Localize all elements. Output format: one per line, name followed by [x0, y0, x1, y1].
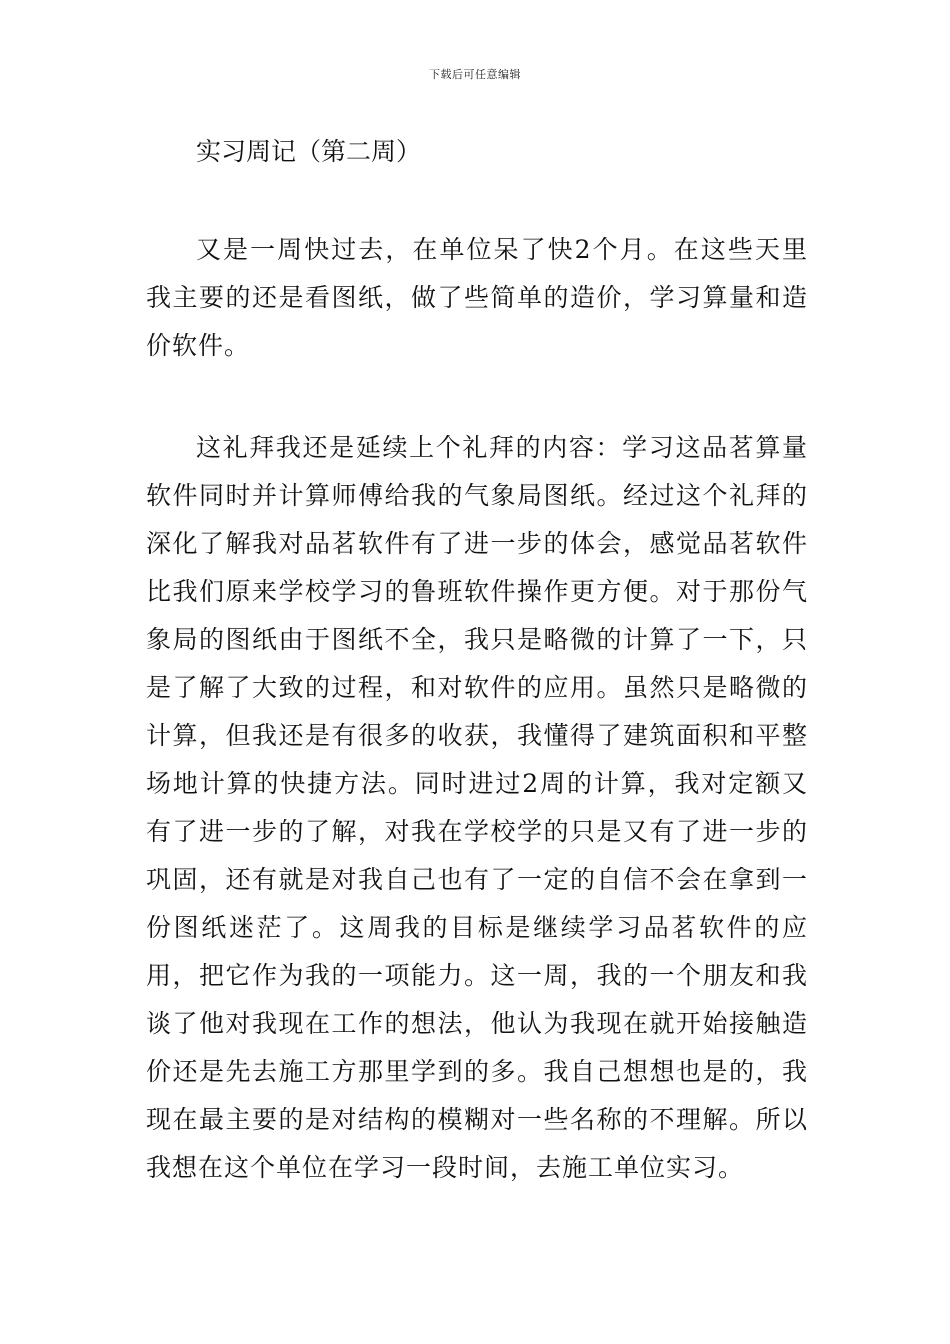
header-note: 下载后可任意编辑 — [429, 68, 521, 81]
document-title: 实习周记（第二周） — [196, 137, 422, 166]
paragraph-2: 这礼拜我还是延续上个礼拜的内容：学习这品茗算量软件同时并计算师傅给我的气象局图纸。经过这个礼拜的深化了解我对品茗软件有了进一步的体会，感觉品茗软件比我们原来学校学习的鲁班软件操作更方便。对于那份气象局的图纸由于图纸不全，我只是略微的计算了一下，只是了解了大致的过程，和对软件的应用。虽然只是略微的计算，但我还是有很多的收获，我懂得了建筑面积和平整场地计算的快捷方法。同时进过2周的计算，我对定额又有了进一步的了解，对我在学校学的只是又有了进一步的巩固，还有就是对我自己也有了一定的自信不会在拿到一份图纸迷茫了。这周我的目标是继续学习品茗软件的应用，把它作为我的一项能力。这一周，我的一个朋友和我谈了他对我现在工作的想法，他认为我现在就开始接触造价还是先去施工方那里学到的多。我自己想想也是的，我现在最主要的是对结构的模糊对一些名称的不理解。所以我想在这个单位在学习一段时间，去施工单位实习。 — [146, 433, 808, 1182]
paragraph-1: 又是一周快过去，在单位呆了快2个月。在这些天里我主要的还是看图纸，做了些简单的造价，学习算量和造价软件。 — [146, 235, 808, 360]
